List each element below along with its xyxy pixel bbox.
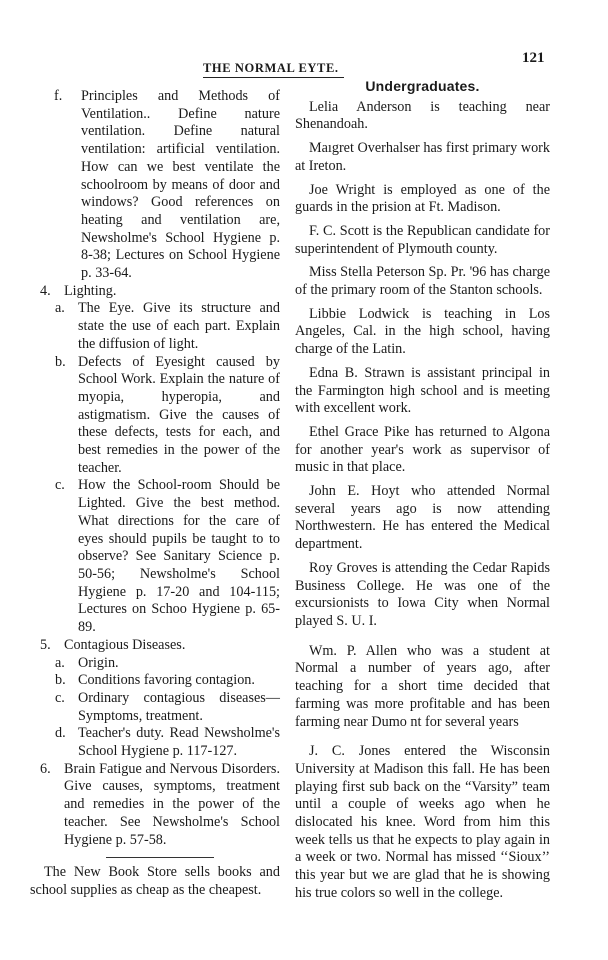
item-text: The Eye. Give its structure and state the use of each part. Explain the diffusion of light. (78, 300, 280, 352)
item-marker: b. (55, 672, 66, 689)
page-number: 121 (522, 50, 545, 66)
item-marker: 5. (40, 636, 51, 653)
item-text: Brain Fatigue and Nervous Disorders. Give causes, symptoms, treatment and remedies in the power of the teacher. See Newsholme's School Hygiene p. 57-58. (64, 760, 280, 848)
news-item: Roy Groves is attending the Cedar Rapids Business College. He was one of the excursionists to Iowa City when Normal played S. U. I. (295, 559, 550, 629)
section-heading: Undergraduates. (365, 78, 480, 94)
news-item: Libbie Lodwick is teaching in Los Angeles, Cal. in the high school, having charge of the Latin. (295, 305, 550, 358)
outline-item-5a (40, 655, 280, 673)
item-text: Teacher's duty. Read Newsholme's School Hygiene p. 117-127. (78, 725, 280, 760)
news-item: Wm. P. Allen who was a student at Normal a number of years ago, after teaching for a short time decided that farming was more profitable and has been farming near Dumo nt for several years (295, 642, 550, 730)
item-marker: c. (55, 689, 65, 706)
item-marker: f. (54, 88, 63, 104)
item-text: Ordinary contagious diseases—Symptoms, treatment. (78, 689, 280, 724)
bookstore-notice: The New Book Store sells books and school supplies as cheap as the cheapest. (30, 864, 280, 898)
news-item: Ethel Grace Pike has returned to Algona for another year's work as supervisor of music in that place. (295, 423, 550, 476)
news-item: Maıgret Overhalser has first primary work at Ireton. (295, 140, 550, 174)
left-column (30, 88, 280, 900)
news-item: John E. Hoyt who attended Normal several years ago is now attending Northwestern. He has entered the Medical department. (295, 483, 550, 553)
item-marker: a. (55, 654, 65, 671)
news-item: F. C. Scott is the Republican candidate for superintendent of Plymouth county. (295, 222, 550, 257)
outline-item-4a (40, 300, 280, 353)
outline-item-5 (40, 637, 280, 655)
news-item: Miss Stella Peterson Sp. Pr. '96 has charge of the primary room of the Stanton schools. (295, 264, 550, 299)
item-marker: a. (55, 300, 65, 317)
item-text: Origin. (78, 654, 119, 671)
running-head: THE NORMAL EYTE. (203, 61, 344, 78)
item-marker: 6. (40, 760, 51, 777)
outline-item-4b (40, 354, 280, 478)
news-item: J. C. Jones entered the Wisconsin University at Madison this fall. He has been playing first sub back on the “Varsity” team until a couple of weeks ago when he dislocated his knee. Word from him this week tells us that he expects to play again in a week or two. Normal has missed ‘‘Sioux’’ this year but we are glad that he is showing his true colors so well in the college. (295, 743, 550, 901)
item-text: How the School-room Should be Lighted. Give the best method. What directions for the care of eyes should pupils be taught to to observe? See Sanitary Science p. 50-56; Newsholme's School Hygiene p. 17-20 and 104-115; Lectures on Schoo Hygiene p. 65-89. (78, 477, 280, 636)
item-marker: b. (55, 353, 66, 370)
outline-item-5b (40, 672, 280, 690)
item-text: Lighting. (64, 282, 117, 299)
divider-rule (106, 857, 214, 858)
news-item: Joe Wright is employed as one of the guards in the prision at Ft. Madison. (295, 181, 550, 216)
item-marker: 4. (40, 282, 51, 299)
outline-item-6 (40, 761, 280, 850)
outline-item-5c (40, 690, 280, 725)
item-text: Defects of Eyesight caused by School Work. Explain the nature of myopia, hyperopia, and astigmatism. Give the causes of these defects, tests for each, and best remedies in the power of the teacher. (78, 353, 280, 476)
outline-item-4c (40, 477, 280, 636)
news-item: Lelia Anderson is teaching near Shenandoah. (295, 98, 550, 133)
item-marker: c. (55, 477, 65, 494)
item-marker: d. (55, 725, 66, 742)
item-text: Conditions favoring contagion. (78, 672, 255, 689)
item-text: Contagious Diseases. (64, 636, 186, 653)
outline-item-5d (40, 725, 280, 760)
item-text: Principles and Methods of Ventilation.. Define nature ventilation. Define natural ventilation: artificial ventilation. How can we best ventilate the schoolroom by means of door and windows? Good references on heating and ventilation are, Newsholme's School Hygiene p. 8-38; Lectures on School Hygiene p. 33-64. (81, 88, 280, 282)
outline-item-4 (40, 283, 280, 301)
outline-item-f (40, 88, 280, 283)
right-column (295, 78, 550, 909)
news-item: Edna B. Strawn is assistant principal in the Farmington high school and is meeting with excellent work. (295, 364, 550, 417)
